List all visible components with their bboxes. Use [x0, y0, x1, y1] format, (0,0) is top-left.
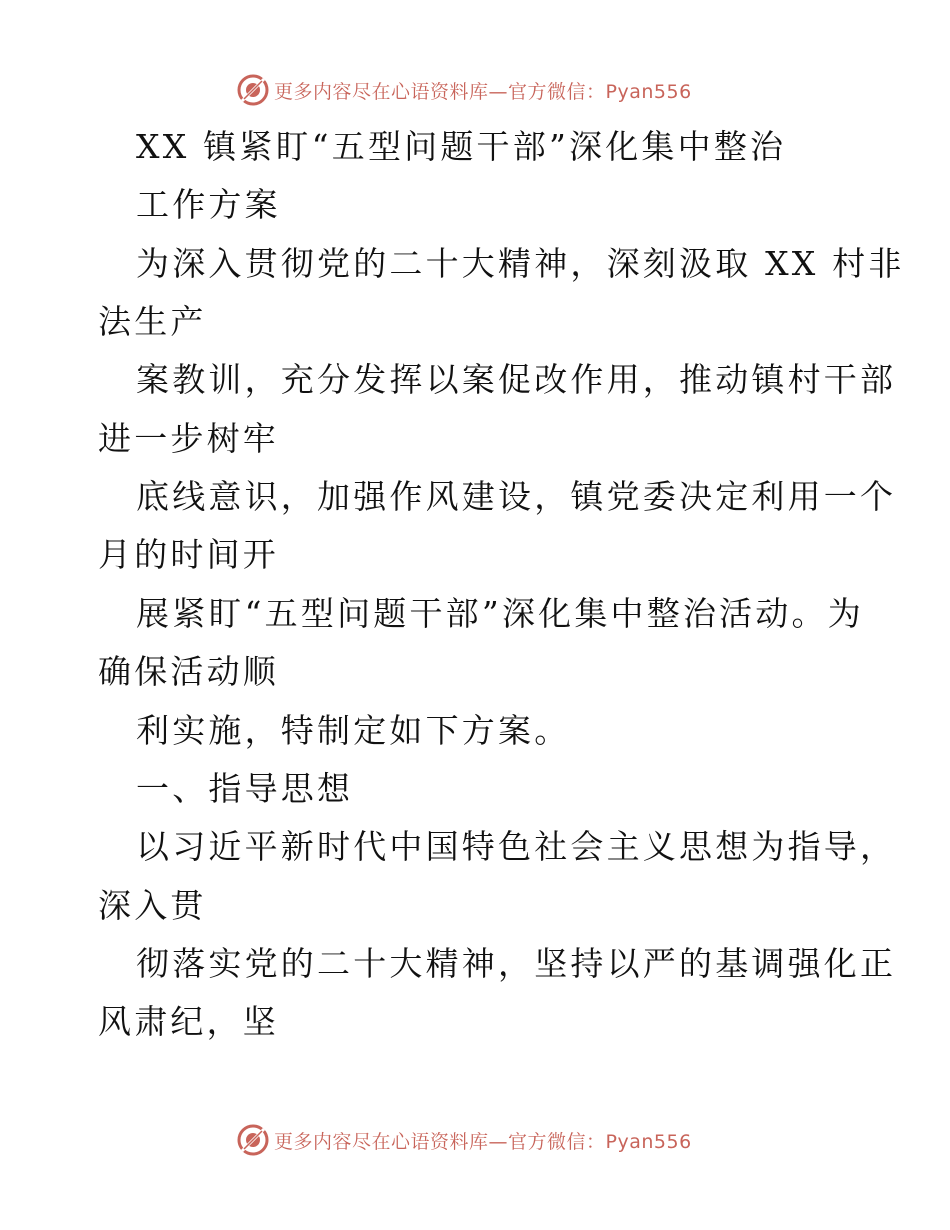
paragraph-line: 月的时间开 [98, 535, 279, 574]
paragraph-line: 法生产 [98, 302, 207, 341]
watermark-text: 更多内容尽在心语资料库—官方微信：Pyan556 [274, 80, 692, 103]
paragraph-line: 深入贯 [98, 886, 207, 925]
paragraph-line: 确保活动顺 [98, 652, 279, 691]
paragraph-line: 底线意识，加强作风建设，镇党委决定利用一个 [136, 477, 897, 516]
paragraph-line: 彻落实党的二十大精神，坚持以严的基调强化正 [136, 944, 897, 983]
footer-watermark [236, 1122, 692, 1158]
paragraph-line: 为深入贯彻党的二十大精神，深刻汲取 XX 村非 [136, 244, 905, 283]
paragraph-line: 进一步树牢 [98, 419, 279, 458]
document-subtitle: 工作方案 [136, 185, 281, 224]
section-heading: 一、指导思想 [136, 769, 354, 808]
paragraph-line: 利实施，特制定如下方案。 [136, 711, 571, 750]
paragraph-line: 风肃纪，坚 [98, 1002, 279, 1041]
header-watermark [236, 72, 692, 108]
watermark-text: 更多内容尽在心语资料库—官方微信：Pyan556 [274, 1130, 692, 1153]
seal-logo-icon [236, 1123, 270, 1157]
document-title: XX 镇紧盯“五型问题干部”深化集中整治 [136, 127, 787, 166]
paragraph-line: 展紧盯“五型问题干部”深化集中整治活动。为 [136, 594, 864, 633]
seal-logo-icon [236, 73, 270, 107]
paragraph-line: 案教训，充分发挥以案促改作用，推动镇村干部 [136, 360, 897, 399]
paragraph-line: 以习近平新时代中国特色社会主义思想为指导， [136, 827, 897, 866]
